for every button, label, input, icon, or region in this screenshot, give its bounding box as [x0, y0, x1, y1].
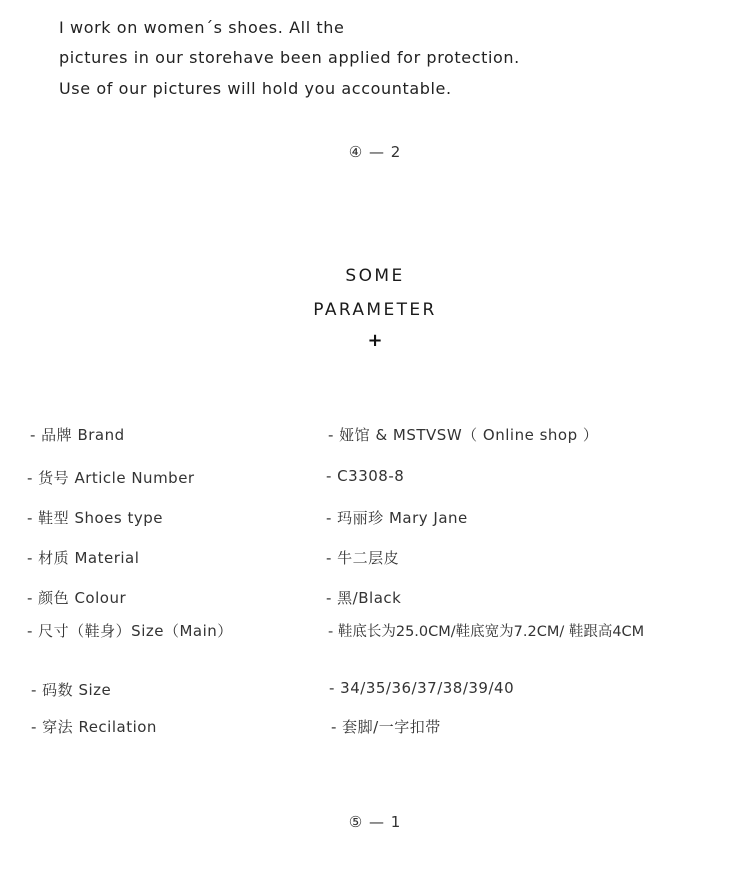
parameter-value: - 娅馆 & MSTVSW（ Online shop ） — [328, 426, 599, 444]
parameter-label: - 材质 Material — [27, 549, 140, 567]
parameter-title-line-2: PARAMETER — [313, 300, 437, 320]
parameter-row-recilation — [0, 716, 750, 738]
parameter-row-article-number — [0, 467, 750, 489]
section-marker-bottom: ⑤ — 1 — [348, 813, 402, 831]
notice-line-3: Use of our pictures will hold you accountable. — [59, 79, 452, 98]
parameter-title-line-1: SOME — [345, 266, 405, 286]
notice-line-1: I work on women´s shoes. All the — [59, 18, 345, 37]
parameter-row-size — [0, 679, 750, 701]
parameter-label: - 货号 Article Number — [27, 469, 195, 487]
section-marker-top: ④ — 2 — [348, 143, 402, 161]
parameter-label: - 颜色 Colour — [27, 589, 127, 607]
parameter-value: - C3308-8 — [326, 467, 405, 485]
parameter-row-shoes-type — [0, 507, 750, 529]
parameter-value: - 玛丽珍 Mary Jane — [326, 509, 468, 527]
parameter-label: - 尺寸（鞋身）Size（Main） — [27, 622, 233, 640]
parameter-value: - 套脚/一字扣带 — [331, 718, 441, 736]
parameter-label: - 穿法 Recilation — [31, 718, 157, 736]
parameter-value: - 34/35/36/37/38/39/40 — [329, 679, 515, 697]
notice-line-2: pictures in our storehave been applied for protection. — [59, 48, 520, 67]
parameter-row-colour — [0, 587, 750, 609]
parameter-label: - 鞋型 Shoes type — [27, 509, 163, 527]
parameter-row-material — [0, 547, 750, 569]
parameter-value: - 黑/Black — [326, 589, 402, 607]
parameter-label: - 品牌 Brand — [30, 426, 125, 444]
parameter-value: - 牛二层皮 — [326, 549, 400, 567]
parameter-label: - 码数 Size — [31, 681, 112, 699]
parameter-row-size-main — [0, 620, 750, 642]
parameter-value: - 鞋底长为25.0CM/鞋底宽为7.2CM/ 鞋跟高4CM — [328, 624, 645, 640]
parameter-row-brand — [0, 424, 750, 446]
plus-icon: + — [367, 330, 383, 351]
